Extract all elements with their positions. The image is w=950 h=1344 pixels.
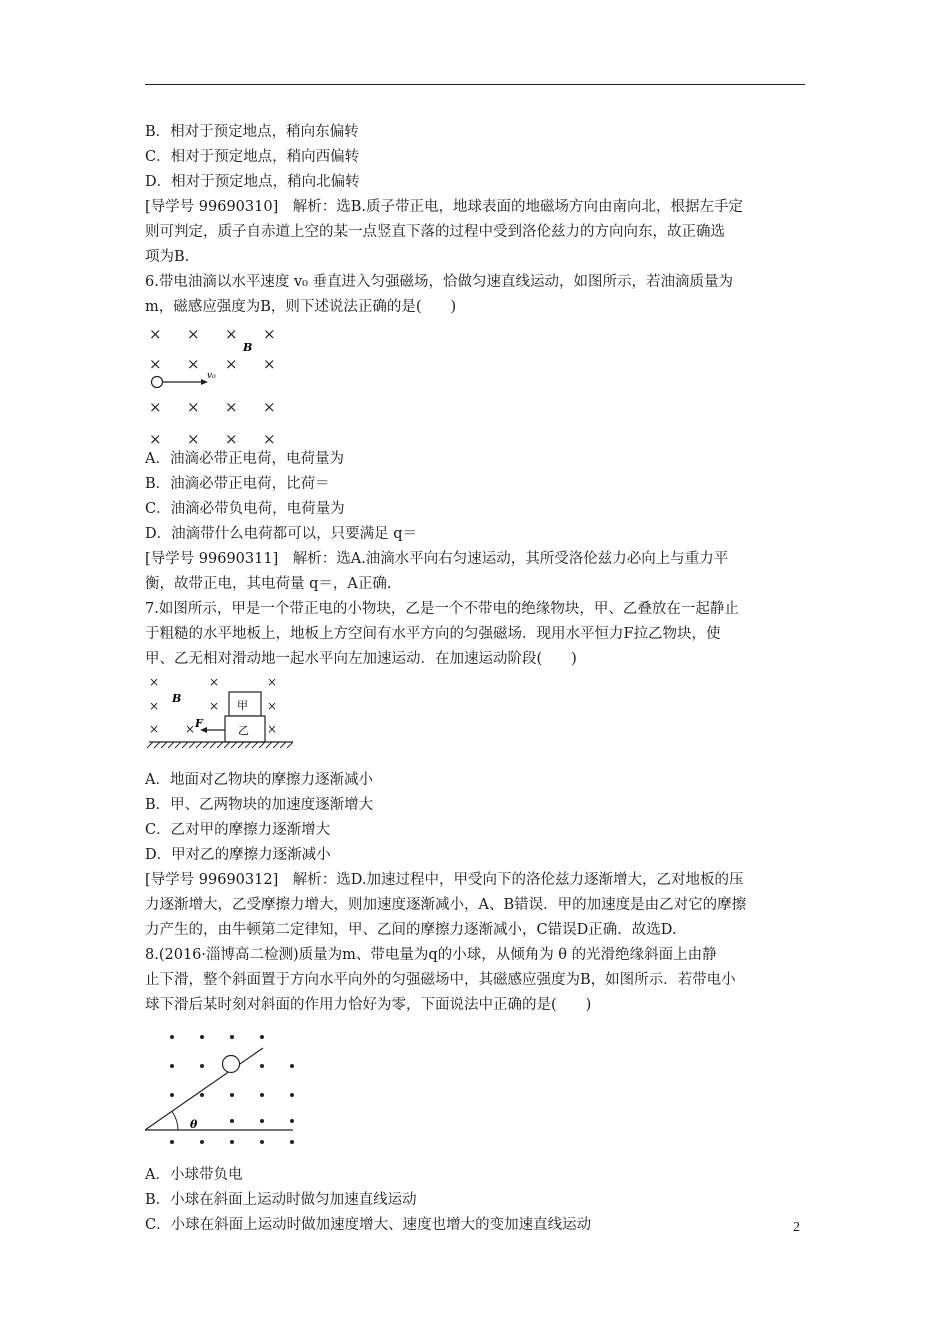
q7-figure-label-yi: 乙: [238, 724, 249, 737]
svg-text:×: ×: [187, 398, 200, 416]
small-ball: [223, 1056, 240, 1073]
svg-text:×: ×: [187, 325, 200, 343]
q7-analysis-line-3: 力产生的，由牛顿第二定律知，甲、乙间的摩擦力逐渐减小，C错误D正确．故选D.: [145, 922, 677, 938]
oil-drop: [152, 377, 163, 388]
q7-option-a: A．地面对乙物块的摩擦力逐渐减小: [145, 772, 373, 788]
svg-text:×: ×: [149, 398, 162, 416]
q5-analysis-line-2: 则可判定，质子自赤道上空的某一点竖直下落的过程中受到洛伦兹力的方向向东，故正确选: [145, 224, 725, 240]
page-content: [145, 120, 807, 1238]
svg-text:×: ×: [267, 699, 278, 713]
q6-figure-label-v0: v₀: [207, 371, 216, 381]
svg-text:×: ×: [187, 355, 200, 373]
q5-option-d: D．相对于预定地点，稍向北偏转: [145, 174, 360, 190]
svg-text:×: ×: [149, 675, 160, 689]
svg-text:×: ×: [263, 430, 276, 447]
svg-text:×: ×: [185, 722, 196, 736]
svg-text:×: ×: [149, 699, 160, 713]
page-number: 2: [793, 1220, 800, 1235]
q8-option-c: C．小球在斜面上运动时做加速度增大、速度也增大的变加速直线运动: [145, 1217, 592, 1233]
q7-option-c: C．乙对甲的摩擦力逐渐增大: [145, 822, 331, 838]
q7-stem-line-1: 7.如图所示，甲是一个带正电的小物块，乙是一个不带电的绝缘物块，甲、乙叠放在一起静止: [145, 601, 739, 617]
q8-figure-label-theta: θ: [190, 1118, 198, 1131]
svg-text:×: ×: [263, 398, 276, 416]
q5-option-c: C．相对于预定地点，稍向西偏转: [145, 149, 360, 165]
q7-option-d: D．甲对乙的摩擦力逐渐减小: [145, 847, 331, 863]
q6-stem-line-2: m，磁感应强度为B，则下述说法正确的是( ): [145, 299, 457, 315]
q7-stem-line-3: 甲、乙无相对滑动地一起水平向左加速运动．在加速运动阶段( ): [145, 651, 577, 667]
svg-text:×: ×: [263, 325, 276, 343]
q8-figure: [145, 1018, 807, 1163]
svg-text:×: ×: [209, 675, 220, 689]
svg-text:×: ×: [267, 722, 278, 736]
q7-stem-line-2: 于粗糙的水平地板上，地板上方空间有水平方向的匀强磁场．现用水平恒力F拉乙物块，使: [145, 626, 721, 642]
q6-analysis-line-2: 衡，故带正电，其电荷量 q＝，A正确.: [145, 576, 392, 592]
q6-option-d: D．油滴带什么电荷都可以，只要满足 q＝: [145, 526, 418, 542]
q6-option-b: B．油滴必带正电荷，比荷＝: [145, 476, 330, 492]
q5-analysis-line-3: 项为B.: [145, 249, 190, 265]
svg-text:×: ×: [209, 699, 220, 713]
svg-text:×: ×: [225, 398, 238, 416]
svg-text:×: ×: [149, 355, 162, 373]
svg-text:×: ×: [225, 355, 238, 373]
q6-figure: [145, 320, 807, 447]
q7-figure-label-jia: 甲: [237, 699, 248, 712]
svg-text:×: ×: [149, 325, 162, 343]
q8-stem-line-2: 止下滑，整个斜面置于方向水平向外的匀强磁场中，其磁感应强度为B，如图所示．若带电小: [145, 972, 736, 988]
q7-figure: [145, 672, 807, 768]
svg-text:×: ×: [149, 430, 162, 447]
svg-text:×: ×: [263, 355, 276, 373]
q6-option-c: C．油滴必带负电荷，电荷量为: [145, 501, 345, 517]
svg-text:×: ×: [225, 325, 238, 343]
q5-option-b: B．相对于预定地点，稍向东偏转: [145, 124, 359, 140]
q7-figure-label-f: F: [195, 717, 203, 730]
svg-text:×: ×: [267, 675, 278, 689]
incline-line: [145, 1048, 263, 1130]
q6-figure-label-b: B: [243, 341, 253, 354]
q6-option-a: A．油滴必带正电荷，电荷量为: [145, 451, 344, 467]
q7-option-b: B．甲、乙两物块的加速度逐渐增大: [145, 797, 374, 813]
q7-analysis-line-1: [导学号 99690312] 解析：选D.加速过程中，甲受向下的洛伦兹力逐渐增大，乙对地板的压: [145, 872, 744, 888]
q8-stem-line-1: 8.(2016·淄博高二检测)质量为m、带电量为q的小球，从倾角为 θ 的光滑绝缘斜面上由静: [145, 947, 717, 963]
q6-analysis-line-1: [导学号 99690311] 解析：选A.油滴水平向右匀速运动，其所受洛伦兹力必向上与重力平: [145, 551, 729, 567]
q7-figure-label-b: B: [172, 692, 182, 705]
q5-analysis-line-1: [导学号 99690310] 解析：选B.质子带正电，地球表面的地磁场方向由南向北，根据左手定: [145, 199, 743, 215]
svg-text:×: ×: [187, 430, 200, 447]
q8-stem-line-3: 球下滑后某时刻对斜面的作用力恰好为零，下面说法中正确的是( ): [145, 997, 592, 1013]
q7-analysis-line-2: 力逐渐增大，乙受摩擦力增大，则加速度逐渐减小，A、B错误．甲的加速度是由乙对它的摩擦: [145, 897, 747, 913]
header-rule: [145, 84, 805, 85]
svg-text:×: ×: [149, 722, 160, 736]
q8-option-b: B．小球在斜面上运动时做匀加速直线运动: [145, 1192, 417, 1208]
svg-text:×: ×: [225, 430, 238, 447]
q8-option-a: A．小球带负电: [145, 1167, 243, 1183]
q6-stem-line-1: 6.带电油滴以水平速度 v₀ 垂直进入匀强磁场，恰做匀速直线运动，如图所示，若油滴质量为: [145, 274, 734, 290]
